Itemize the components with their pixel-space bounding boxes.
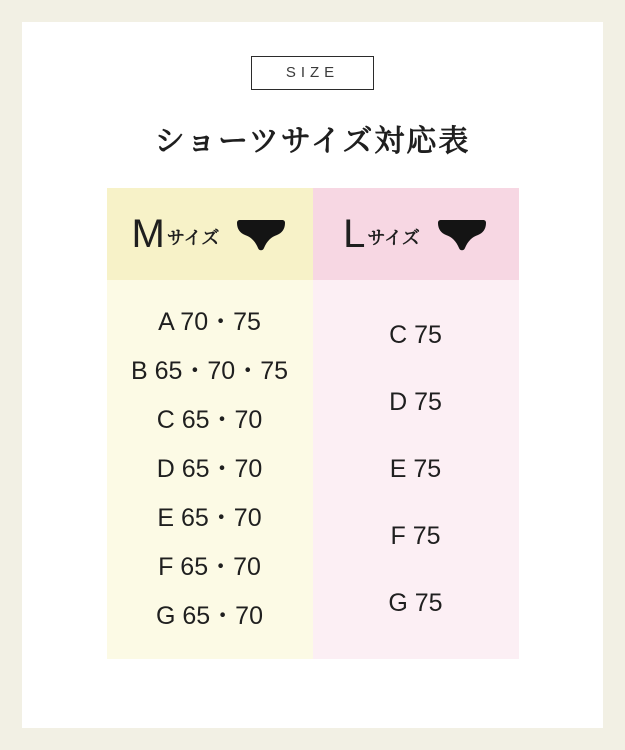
column-l-header <box>313 188 519 280</box>
size-table <box>107 188 519 659</box>
size-badge: SIZE <box>251 56 374 90</box>
panty-icon <box>235 219 287 253</box>
size-row: G 75 <box>388 589 443 617</box>
inner-frame <box>22 22 603 728</box>
column-m-body <box>107 280 313 659</box>
size-row: B 65・70・75 <box>130 357 289 385</box>
size-row: A 70・75 <box>158 308 261 336</box>
size-row: D 75 <box>389 388 442 416</box>
panty-icon <box>436 219 488 253</box>
column-l-body <box>313 280 519 659</box>
size-chart <box>22 22 603 728</box>
column-l-letter: L <box>343 212 366 256</box>
size-row: C 75 <box>389 321 442 349</box>
size-row: F 75 <box>390 522 441 550</box>
column-l <box>313 188 519 659</box>
column-l-suffix: サイズ <box>367 228 420 249</box>
size-row: G 65・70 <box>155 602 263 630</box>
size-row: C 65・70 <box>156 406 263 434</box>
page-title: ショーツサイズ対応表 <box>154 124 471 159</box>
size-row: F 65・70 <box>158 553 261 581</box>
size-row: E 75 <box>389 455 442 483</box>
column-m-header <box>107 188 313 280</box>
column-m-letter: M <box>131 212 165 256</box>
column-m-suffix: サイズ <box>166 228 220 249</box>
size-row: E 65・70 <box>157 504 262 532</box>
column-m <box>107 188 313 659</box>
size-row: D 65・70 <box>156 455 263 483</box>
